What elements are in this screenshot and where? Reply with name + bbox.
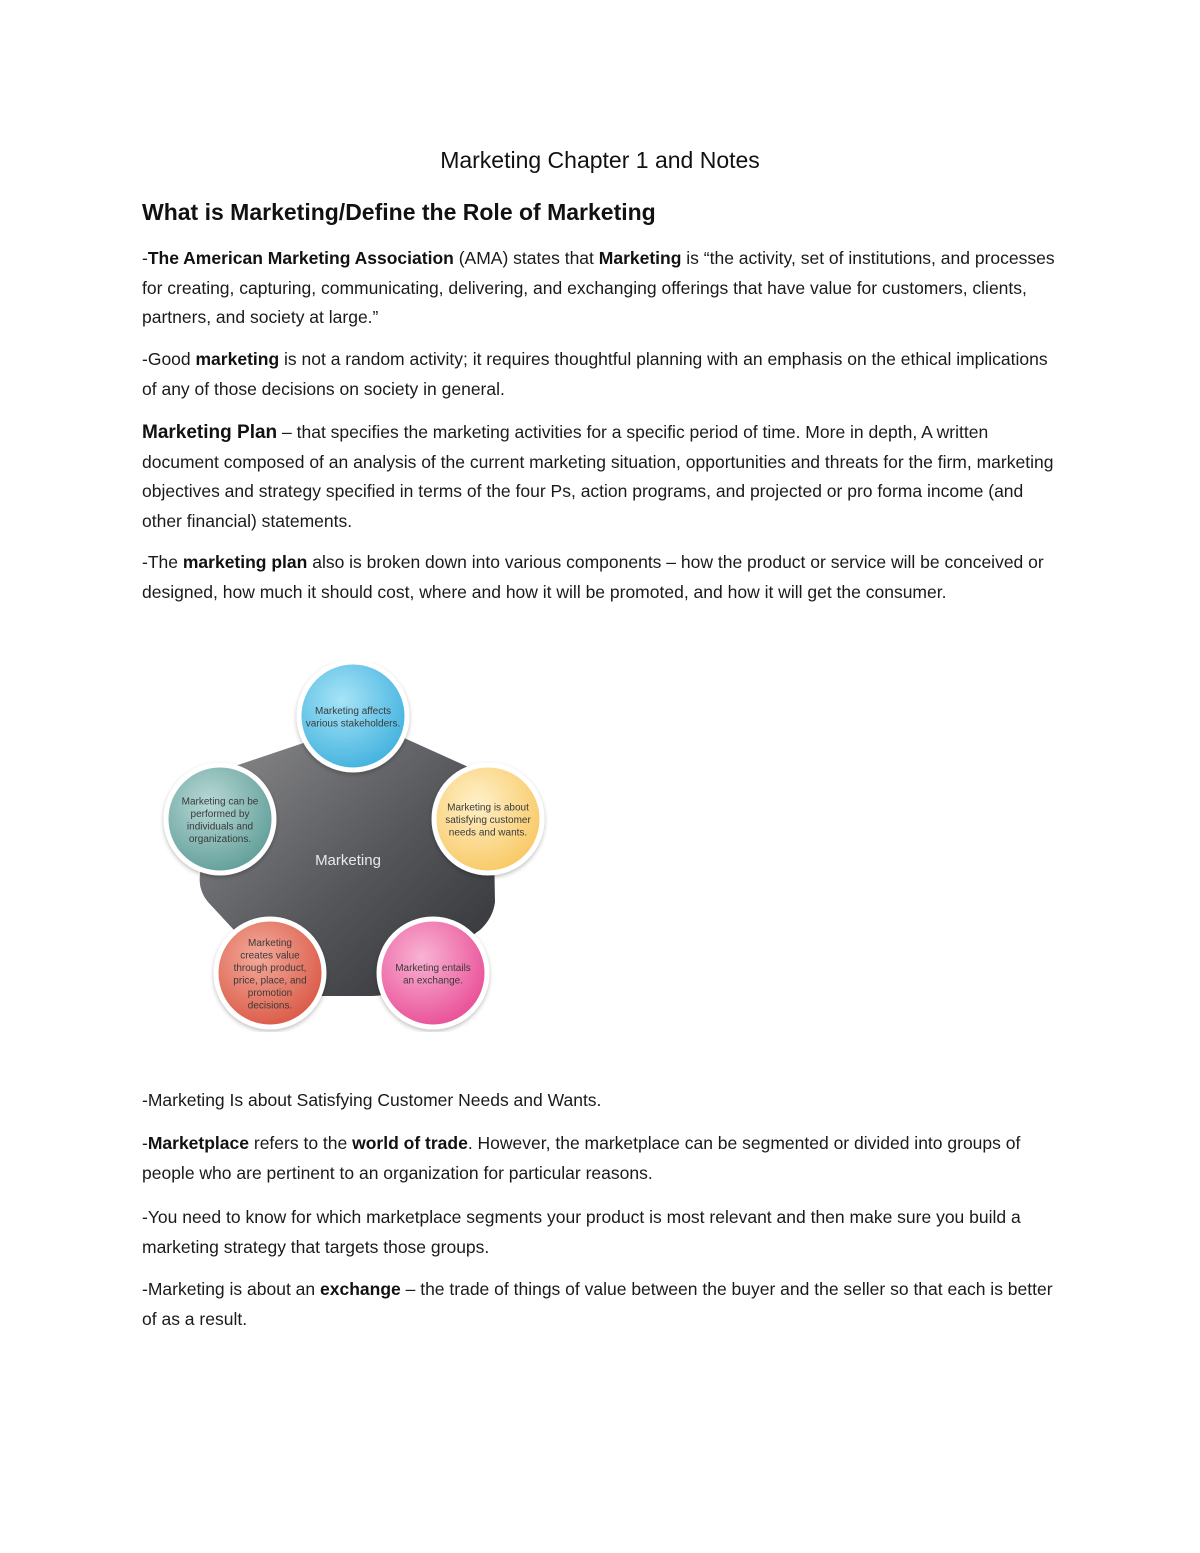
text: . However, the marketplace can be segmented or divided into groups of people who are pertinent to an organization for particular reasons. <box>142 1133 1021 1183</box>
marketing-plan-term: Marketing Plan <box>142 422 278 443</box>
dash: - <box>142 248 148 268</box>
text: -Good <box>142 349 196 369</box>
diagram-node-label: performed by <box>190 808 250 820</box>
plan-components-paragraph <box>142 548 1060 607</box>
diagram-center-label: Marketing <box>315 852 381 869</box>
ama-term: The American Marketing Association <box>147 248 454 268</box>
marketing-term: Marketing <box>598 248 682 268</box>
marketing-plan-paragraph <box>142 418 1060 536</box>
diagram-node-label: individuals and <box>186 821 254 833</box>
text: – that specifies the marketing activities for a specific period of time. More in depth, A written document composed of an analysis of the current marketing situation, opportunities and threats for the firm, marketing objectives and strategy specified in terms of the four Ps, action programs, and projected or pro forma income (and other financial) statements. <box>142 422 1054 531</box>
diagram-node-label: Marketing entails <box>395 962 471 974</box>
diagram-node-label: needs and wants. <box>448 827 528 839</box>
marketplace-paragraph <box>142 1129 1060 1188</box>
diagram-node-label: promotion <box>247 987 293 999</box>
text: states that <box>508 248 599 268</box>
marketing-cycle-diagram <box>160 662 550 1032</box>
diagram-node-label: various stakeholders. <box>305 718 401 730</box>
diagram-node-label: Marketing affects <box>315 705 391 717</box>
marketing-term: marketing <box>195 349 280 369</box>
diagram-node-label: Marketing can be <box>181 796 259 808</box>
text: also is broken down into various components – how the product or service will be conceived or designed, how much it should cost, where and how it will be promoted, and how it will get the consumer. <box>142 552 1044 602</box>
diagram-node-label: decisions. <box>247 1000 293 1012</box>
page-title: Marketing Chapter 1 and Notes <box>440 147 760 173</box>
diagram-node-label: price, place, and <box>233 975 307 987</box>
ama-abbr: (AMA) <box>453 248 509 268</box>
marketplace-term: Marketplace <box>147 1133 249 1153</box>
text: is not a random activity; it requires thoughtful planning with an emphasis on the ethical implications of any of those decisions on society in general. <box>142 349 1048 399</box>
ama-definition-paragraph <box>142 244 1060 333</box>
dash: - <box>142 1133 148 1153</box>
text: is “the activity, set of institutions, and processes for creating, capturing, communicating, delivering, and exchanging offerings that have value for customers, clients, partners, and society at large.” <box>142 248 1055 327</box>
marketing-plan-term: marketing plan <box>182 552 308 572</box>
exchange-term: exchange <box>320 1279 401 1299</box>
world-of-trade-term: world of trade <box>352 1133 468 1153</box>
diagram-node-label: an exchange. <box>402 975 464 987</box>
diagram-node-label: Marketing is about <box>447 802 529 814</box>
text: refers to the <box>249 1133 353 1153</box>
diagram-node-label: satisfying customer <box>445 815 531 826</box>
exchange-paragraph <box>142 1275 1060 1334</box>
segments-paragraph: -You need to know for which marketplace segments your product is most relevant and then make sure you build a marketing strategy that targets those groups. <box>142 1207 1021 1257</box>
diagram-node-label: Marketing <box>248 937 292 949</box>
satisfying-needs-paragraph: -Marketing Is about Satisfying Customer Needs and Wants. <box>142 1090 602 1110</box>
text: – the trade of things of value between the buyer and the seller so that each is better of as a result. <box>142 1279 1053 1329</box>
good-marketing-paragraph <box>142 345 1060 404</box>
section-heading: What is Marketing/Define the Role of Marketing <box>142 199 656 225</box>
diagram-node-label: through product, <box>233 962 307 974</box>
diagram-node-label: creates value <box>240 950 300 962</box>
diagram-node-label: organizations. <box>188 833 252 845</box>
text: -The <box>142 552 183 572</box>
text: -Marketing is about an <box>142 1279 321 1299</box>
